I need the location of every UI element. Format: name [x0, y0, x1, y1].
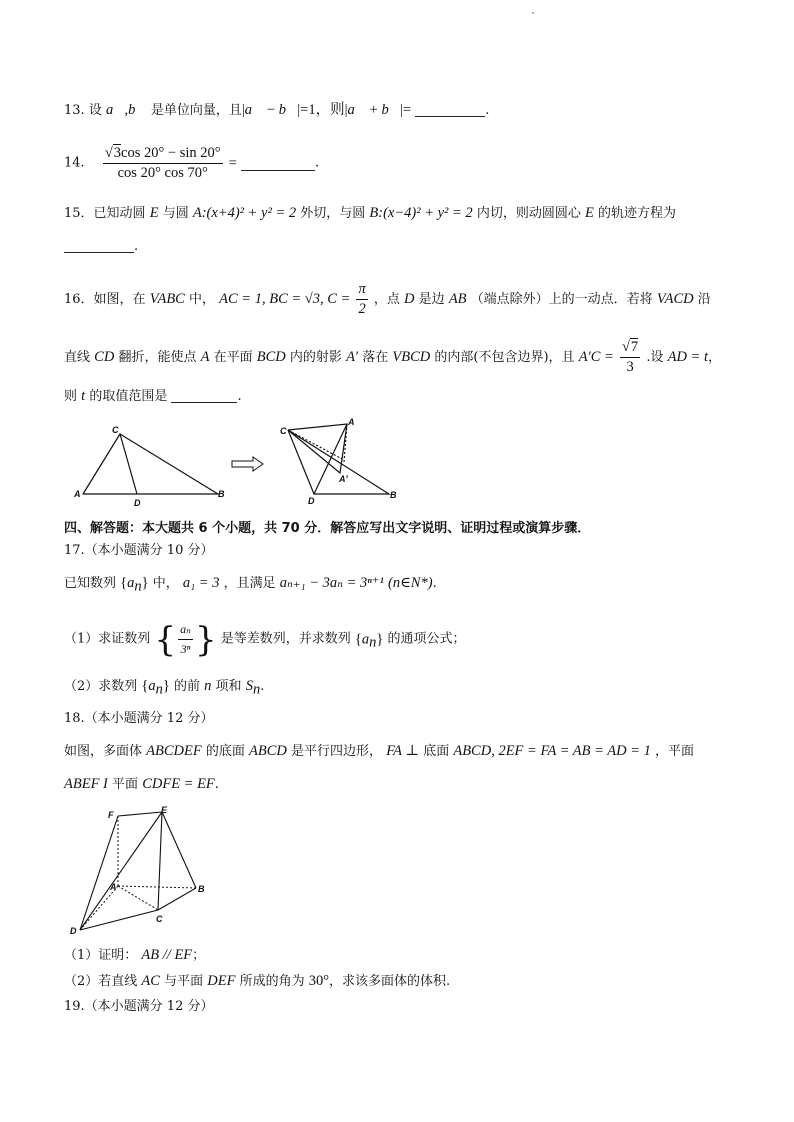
question-13: 13. 设 a⃗,b⃗ 是单位向量，且|a⃗ − b⃗|=1，则|a⃗ + b⃗|= . [64, 102, 490, 118]
label-B: B [218, 489, 225, 499]
answer-blank-13[interactable] [415, 102, 485, 117]
vector-a: a⃗ [105, 102, 125, 118]
question-16: 16．如图，在 VABC 中， AC = 1, BC = √3, C = $\frac{\pi}{2}$ ，点 D 是边 AB （端点除外）上的一动点．若将 VACD 沿 [64, 281, 711, 317]
question-19-header: 19.（本小题满分 12 分） [64, 999, 214, 1014]
question-16-line2: 直线 CD 翻折，能使点 A 在平面 BCD 内的射影 A′ 落在 VBCD 的内部(不包含边界)，且 A′C = $\frac{√7}{3}$ .设 AD = t， [64, 339, 722, 375]
label-F: F [108, 810, 114, 820]
label-B: B [198, 884, 205, 894]
label-C: C [112, 425, 119, 435]
question-18-part2: （2）若直线 AC 与平面 DEF 所成的角为 30°，求该多面体的体积. [64, 973, 451, 989]
question-14: 14. $\frac{√3\cos 20^\circ - \sin 20^\circ}{\cos 20^\circ \cos 70^\circ}$ = . [64, 145, 320, 181]
question-15: 15．已知动圆 E 与圆 A:(x+4)² + y² = 2 外切，与圆 B:(x−4)² + y² = 2 内切，则动圆圆心 E 的轨迹方程为 [64, 205, 676, 221]
label-B-right: B [390, 490, 397, 500]
label-C-right: C [280, 426, 287, 436]
question-17-part1: （1）求证数列 { $\frac{\text{aₙ}}{\text{3ⁿ}}$ } 是等差数列，并求数列 $\{a_n\}$ 的通项公式； [64, 619, 466, 660]
label-A: A [110, 882, 117, 892]
figure-18 [66, 804, 216, 938]
question-17: 已知数列 $\{a_n\}$ 中， a₁ = 3 ，且满足 aₙ₊₁ − 3aₙ = 3ⁿ⁺¹ (n∈N*). [64, 575, 437, 595]
right-triangle [288, 430, 389, 494]
question-17-header: 17.（本小题满分 10 分） [64, 543, 214, 558]
left-triangle [83, 434, 218, 494]
figure-16 [60, 418, 420, 510]
label-D: D [70, 926, 77, 936]
answer-blank-14[interactable] [241, 156, 315, 171]
label-E: E [161, 805, 168, 815]
question-number: 13. [64, 103, 85, 118]
fraction-14: $\frac{√3\cos 20^\circ - \sin 20^\circ}{\cos 20^\circ \cos 70^\circ}$ [104, 145, 221, 181]
question-18: 如图，多面体 ABCDEF 的底面 ABCD 是平行四边形， FA ⊥ 底面 ABCD, 2EF = FA = AB = AD = 1 ，平面 [64, 743, 695, 759]
question-18-header: 18.（本小题满分 12 分） [64, 711, 214, 726]
arrow-icon [232, 457, 263, 471]
answer-blank-16[interactable] [171, 388, 237, 403]
question-17-part2: （2）求数列 $\{a_n\}$ 的前 n 项和 $S_n$. [64, 678, 265, 698]
label-D-right: D [308, 496, 315, 506]
vector-b: b⃗ [128, 102, 147, 118]
answer-blank-15[interactable] [64, 238, 134, 253]
section-heading: 四、解答题：本大题共 6 个小题，共 70 分．解答应写出文字说明、证明过程或演算步骤． [64, 521, 591, 536]
question-18-part1: （1）证明： AB // EF； [64, 947, 206, 963]
label-Aprime: A′ [339, 474, 348, 484]
question-16-line3: 则 t 的取值范围是 . [64, 388, 242, 404]
scan-speck [532, 12, 534, 14]
label-C: C [156, 914, 163, 924]
label-D: D [134, 498, 141, 508]
label-A: A [74, 489, 81, 499]
label-A-right: A [348, 418, 355, 427]
question-18-line2: ABEF I 平面 CDFE = EF. [64, 776, 219, 792]
question-15-line2: . [64, 237, 138, 257]
